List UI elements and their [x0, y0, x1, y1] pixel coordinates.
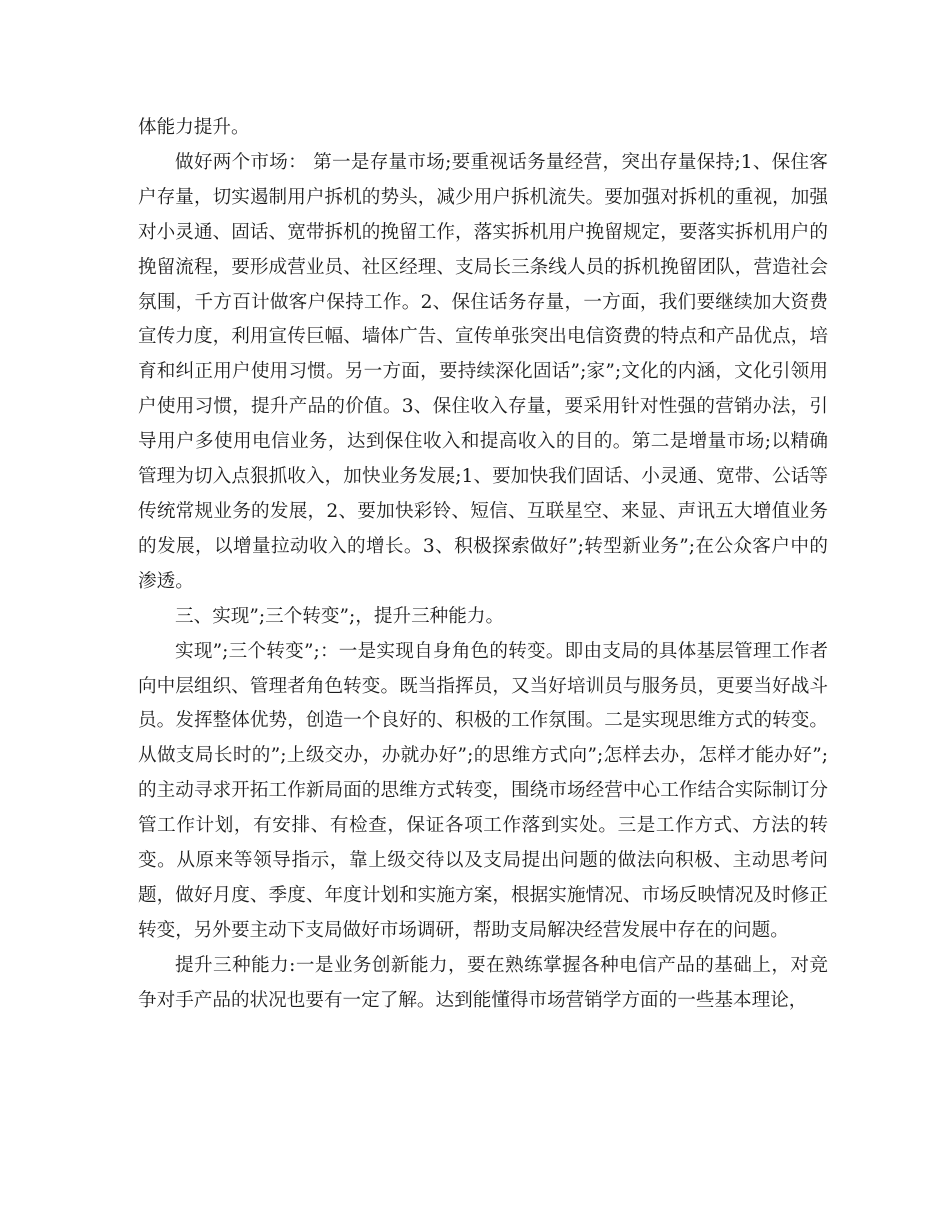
document-body — [138, 111, 828, 1019]
paragraph-3: 实现”;三个转变”;：一是实现自身角色的转变。即由支局的具体基层管理工作者向中层组织、管理者角色转变。既当指挥员，又当好培训员与服务员，更要当好战斗员。发挥整体优势，创造一个良好的、积极的工作氛围。二是实现思维方式的转变。从做支局长时的”;上级交办，办就办好”;的思维方式向”;怎样去办，怎样才能办好”;的主动寻求开拓工作新局面的思维方式转变，围绕市场经营中心工作结合实际制订分管工作计划，有安排、有检查，保证各项工作落到实处。三是工作方式、方法的转变。从原来等领导指示，靠上级交待以及支局提出问题的做法向积极、主动思考问题，做好月度、季度、年度计划和实施方案，根据实施情况、市场反映情况及时修正转变，另外要主动下支局做好市场调研，帮助支局解决经营发展中存在的问题。 — [138, 640, 828, 941]
paragraph-2: 做好两个市场： 第一是存量市场;要重视话务量经营，突出存量保持;1、保住客户存量，切实遏制用户拆机的势头，减少用户拆机流失。要加强对拆机的重视，加强对小灵通、固话、宽带拆机的挽留工作，落实拆机用户挽留规定，要落实拆机用户的挽留流程，要形成营业员、社区经理、支局长三条线人员的拆机挽留团队，营造社会氛围，千方百计做客户保持工作。2、保住话务存量，一方面，我们要继续加大资费宣传力度，利用宣传巨幅、墙体广告、宣传单张突出电信资费的特点和产品优点，培育和纠正用户使用习惯。另一方面，要持续深化固话”;家”;文化的内涵，文化引领用户使用习惯，提升产品的价值。3、保住收入存量，要采用针对性强的营销办法，引导用户多使用电信业务，达到保住收入和提高收入的目的。第二是增量市场;以精确管理为切入点狠抓收入，加快业务发展;1、要加快我们固话、小灵通、宽带、公话等传统常规业务的发展，2、要加快彩铃、短信、互联星空、来显、声讯五大增值业务的发展，以增量拉动收入的增长。3、积极探索做好”;转型新业务”;在公众客户中的渗透。 — [138, 151, 828, 592]
paragraph-4: 提升三种能力:一是业务创新能力，要在熟练掌握各种电信产品的基础上，对竞争对手产品的状况也要有一定了解。达到能懂得市场营销学方面的一些基本理论， — [138, 954, 828, 1011]
section-heading: 三、实现”;三个转变”;，提升三种能力。 — [175, 605, 505, 627]
paragraph-1: 体能力提升。 — [138, 117, 250, 138]
